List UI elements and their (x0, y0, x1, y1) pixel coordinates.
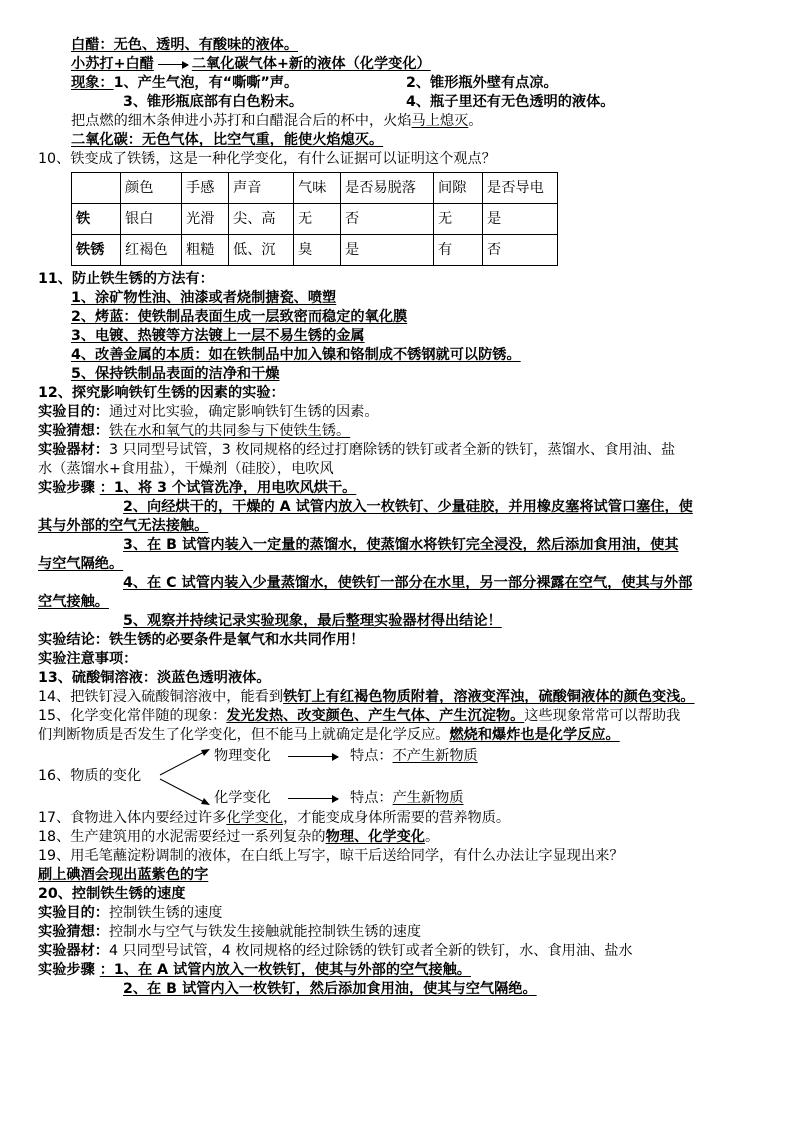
chemical-change: 化学变化 (214, 790, 271, 806)
table-header: 手感 (182, 173, 229, 204)
phenomenon-2: 2、锥形瓶外壁有点凉。 (406, 75, 558, 91)
table-header: 声音 (229, 173, 294, 204)
table-cell: 无 (434, 204, 483, 235)
reaction-line (38, 55, 766, 74)
table-row (72, 204, 558, 235)
physical-feature: 特点：不产生新物质 (350, 748, 478, 764)
table-cell: 否 (341, 204, 434, 235)
q12-title: 12、探究影响铁钉生锈的因素的实验： (38, 385, 285, 401)
list-item: 1、涂矿物性油、油漆或者烧制搪瓷、喷塑 (71, 290, 337, 306)
arrow-icon (158, 64, 188, 65)
q12-step-3b: 与空气隔绝。 (38, 556, 124, 572)
q12-step-3a: 3、在 B 试管内装入一定量的蒸馏水，使蒸馏水将铁钉完全浸没，然后添加食用油，使其 (123, 537, 679, 553)
table-header: 是否易脱落 (341, 173, 434, 204)
q12-materials-2: 水（蒸馏水+食用盐），干燥剂（硅胶），电吹风 (38, 461, 334, 477)
q12-step-5: 5、观察并持续记录实验现象，最后整理实验器材得出结论！ (123, 613, 502, 629)
vinegar-line: 白醋：无色、透明、有酸味的液体。 (71, 37, 299, 53)
table-cell: 铁 (72, 204, 121, 235)
q16-label: 16、物质的变化 (38, 768, 142, 784)
q12-notes: 实验注意事项： (38, 651, 138, 667)
table-header: 颜色 (121, 173, 182, 204)
match-line: 把点燃的细木条伸进小苏打和白醋混合后的杯中，火焰马上熄灭。 (71, 113, 483, 129)
table-cell: 有 (434, 235, 483, 266)
reaction-right: 二氧化碳气体+新的液体（化学变化） (191, 56, 431, 72)
q20-purpose: 实验目的：控制铁生锈的速度 (38, 905, 223, 921)
q13-line: 13、硫酸铜溶液：淡蓝色透明液体。 (38, 670, 271, 686)
table-cell: 否 (483, 235, 558, 266)
reaction-left: 小苏打+白醋 (71, 56, 154, 72)
table-header (72, 173, 121, 204)
list-item: 4、改善金属的本质：如在铁制品中加入镍和铬制成不锈钢就可以防锈。 (71, 347, 521, 363)
q11-title: 11、防止铁生锈的方法有： (38, 271, 214, 287)
q12-conclusion: 实验结论：铁生锈的必要条件是氧气和水共同作用！ (38, 632, 365, 648)
co2-line: 二氧化碳：无色气体，比空气重，能使火焰熄灭。 (71, 132, 384, 148)
list-item: 2、烤蓝：使铁制品表面生成一层致密而稳定的氧化膜 (71, 309, 408, 325)
table-header: 气味 (294, 173, 341, 204)
q12-step-2a: 2、向经烘干的，干燥的 A 试管内放入一枚铁钉、少量硅胶，并用橡皮塞将试管口塞住，使 (123, 499, 693, 515)
q18-line: 18、生产建筑用的水泥需要经过一系列复杂的物理、化学变化。 (38, 829, 440, 845)
list-item: 5、保持铁制品表面的洁净和干燥 (71, 366, 280, 382)
phenomenon-4: 4、瓶子里还有无色透明的液体。 (406, 94, 615, 110)
q15-line-1: 15、化学变化常伴随的现象：发光发热、改变颜色、产生气体、产生沉淀物。这些现象常常可以帮助我 (38, 708, 681, 724)
q20-guess: 实验猜想：控制水与空气与铁发生接触就能控制铁生锈的速度 (38, 924, 422, 940)
q12-purpose: 实验目的：通过对比实验，确定影响铁钉生锈的因素。 (38, 404, 379, 420)
q12-step-1: 实验步骤 ：1、将 3 个试管洗净，用电吹风烘干。 (38, 480, 357, 496)
table-header: 间隙 (434, 173, 483, 204)
matter-change-diagram (38, 745, 766, 809)
table-header-row (72, 173, 558, 204)
q19-question: 19、用毛笔蘸淀粉调制的液体，在白纸上写字，晾干后送给同学，有什么办法让字显现出来？ (38, 848, 624, 864)
phenomena-label: 现象： (71, 75, 114, 91)
table-header: 是否导电 (483, 173, 558, 204)
q19-answer: 刷上碘酒会现出蓝紫色的字 (38, 867, 209, 883)
q12-step-2b: 其与外部的空气无法接触。 (38, 518, 209, 534)
q15-line-2: 们判断物质是否发生了化学变化，但不能马上就确定是化学反应。燃烧和爆炸也是化学反应。 (38, 727, 620, 743)
q12-step-4a: 4、在 C 试管内装入少量蒸馏水，使铁钉一部分在水里，另一部分裸露在空气，使其与外部 (123, 575, 693, 591)
match-answer: 马上熄灭 (411, 113, 469, 129)
table-cell: 尖、高 (229, 204, 294, 235)
table-cell: 铁锈 (72, 235, 121, 266)
q10-question: 10、铁变成了铁锈，这是一种化学变化，有什么证据可以证明这个观点？ (38, 151, 496, 167)
q12-guess: 实验猜想：铁在水和氧气的共同参与下使铁生锈。 (38, 423, 351, 439)
phenomenon-3: 3、锥形瓶底部有白色粉末。 (123, 94, 304, 110)
physical-change: 物理变化 (214, 748, 271, 764)
table-cell: 低、沉 (229, 235, 294, 266)
q20-title: 20、控制铁生锈的速度 (38, 886, 186, 902)
phenomenon-1: 1、产生气泡，有“嘶嘶”声。 (113, 75, 299, 91)
branch-arrows-icon (156, 745, 216, 809)
iron-rust-table (71, 172, 558, 266)
phenomena-line-2 (38, 93, 766, 112)
table-cell: 粗糙 (182, 235, 229, 266)
phenomena-line-1 (38, 74, 766, 93)
arrow-icon (288, 798, 338, 799)
table-cell: 红褐色 (121, 235, 182, 266)
table-cell: 臭 (294, 235, 341, 266)
arrow-icon (288, 756, 338, 757)
table-row (72, 235, 558, 266)
table-cell: 是 (483, 204, 558, 235)
q20-step-2: 2、在 B 试管内入一枚铁钉，然后添加食用油，使其与空气隔绝。 (123, 981, 537, 997)
q20-materials: 实验器材：4 只同型号试管，4 枚同规格的经过除锈的铁钉或者全新的铁钉，水、食用油、盐水 (38, 943, 633, 959)
table-cell: 光滑 (182, 204, 229, 235)
table-cell: 是 (341, 235, 434, 266)
q12-step-4b: 空气接触。 (38, 594, 109, 610)
table-cell: 银白 (121, 204, 182, 235)
list-item: 3、电镀、热镀等方法镀上一层不易生锈的金属 (71, 328, 365, 344)
table-cell: 无 (294, 204, 341, 235)
q17-line: 17、食物进入体内要经过许多化学变化，才能变成身体所需要的营养物质。 (38, 810, 511, 826)
q14-line: 14、把铁钉浸入硫酸铜溶液中，能看到铁钉上有红褐色物质附着，溶液变浑浊，硫酸铜液体的颜色变浅。 (38, 689, 695, 705)
chemical-feature: 特点：产生新物质 (350, 790, 464, 806)
document-page (38, 36, 766, 999)
q20-step-1: 实验步骤 ：1、在 A 试管内放入一枚铁钉，使其与外部的空气接触。 (38, 962, 471, 978)
q12-materials-1: 实验器材：3 只同型号试管，3 枚同规格的经过打磨除锈的铁钉或者全新的铁钉，蒸馏水、食用油、盐 (38, 442, 676, 458)
